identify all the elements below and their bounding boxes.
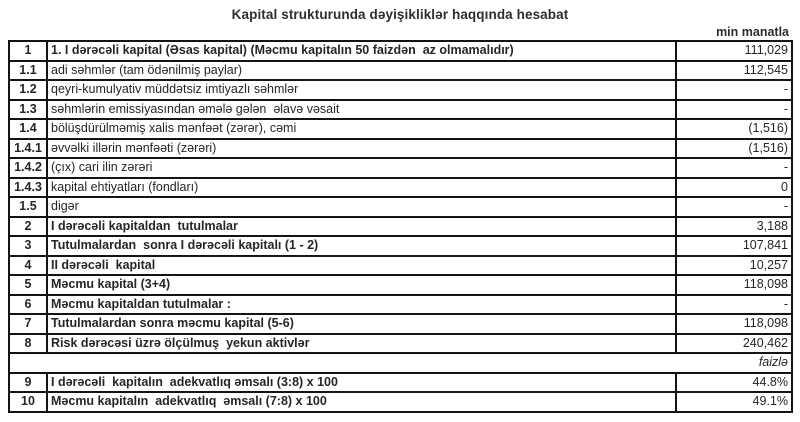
- row-description: Tutulmalardan sonra məcmu kapital (5-6): [47, 314, 676, 334]
- row-description: Məcmu kapitalın adekvatlıq əmsalı (7:8) x 100: [47, 392, 676, 412]
- row-value: 107,841: [676, 236, 792, 256]
- table-row: [9, 256, 792, 276]
- row-value: -: [676, 197, 792, 217]
- row-number: 9: [9, 373, 47, 393]
- row-number: 3: [9, 236, 47, 256]
- row-value: -: [676, 158, 792, 178]
- table-row: [9, 197, 792, 217]
- table-row: [9, 139, 792, 159]
- report-title: Kapital strukturunda dəyişikliklər haqqında hesabat: [231, 7, 569, 22]
- row-value: 10,257: [676, 256, 792, 276]
- row-number: 1.4: [9, 119, 47, 139]
- row-description: qeyri-kumulyativ müddətsiz imtiyazlı səhmlər: [47, 80, 676, 100]
- table-row: [9, 80, 792, 100]
- row-value: 118,098: [676, 314, 792, 334]
- row-description: II dərəcəli kapital: [47, 256, 676, 276]
- row-description: adi səhmlər (tam ödənilmiş paylar): [47, 61, 676, 81]
- row-description: 1. I dərəcəli kapital (Əsas kapital) (Məcmu kapitalın 50 faizdən az olmamalıdır): [47, 41, 676, 61]
- table-row: [9, 178, 792, 198]
- row-number: 1.2: [9, 80, 47, 100]
- row-number: 1.5: [9, 197, 47, 217]
- table-row: [9, 100, 792, 120]
- row-number: 1.4.2: [9, 158, 47, 178]
- unit-label: min manatla: [716, 25, 789, 39]
- capital-structure-table: [8, 40, 793, 413]
- row-number: 1: [9, 41, 47, 61]
- row-number: 10: [9, 392, 47, 412]
- row-number: 1.3: [9, 100, 47, 120]
- row-value: 112,545: [676, 61, 792, 81]
- row-description: I dərəcəli kapitalın adekvatlıq əmsalı (3:8) x 100: [47, 373, 676, 393]
- table-row: [9, 61, 792, 81]
- row-description: Tutulmalardan sonra I dərəcəli kapitalı (1 - 2): [47, 236, 676, 256]
- row-value: 0: [676, 178, 792, 198]
- table-row: [9, 295, 792, 315]
- row-description: kapital ehtiyatları (fondları): [47, 178, 676, 198]
- table-row: [9, 119, 792, 139]
- row-number: 4: [9, 256, 47, 276]
- row-value: -: [676, 80, 792, 100]
- row-description: Məcmu kapital (3+4): [47, 275, 676, 295]
- row-number: 6: [9, 295, 47, 315]
- percent-unit-label: faizlə: [9, 353, 792, 373]
- table-row: [9, 275, 792, 295]
- row-value: 3,188: [676, 217, 792, 237]
- row-description: I dərəcəli kapitaldan tutulmalar: [47, 217, 676, 237]
- row-description: digər: [47, 197, 676, 217]
- row-value: 49.1%: [676, 392, 792, 412]
- row-number: 1.4.3: [9, 178, 47, 198]
- row-description: (çıx) cari ilin zərəri: [47, 158, 676, 178]
- row-description: əvvəlki illərin mənfəəti (zərəri): [47, 139, 676, 159]
- row-number: 1.1: [9, 61, 47, 81]
- row-number: 2: [9, 217, 47, 237]
- row-number: 1.4.1: [9, 139, 47, 159]
- row-value: 118,098: [676, 275, 792, 295]
- table-row: [9, 158, 792, 178]
- row-value: -: [676, 100, 792, 120]
- table-row: [9, 353, 792, 373]
- row-value: -: [676, 295, 792, 315]
- row-value: 240,462: [676, 334, 792, 354]
- row-description: bölüşdürülməmiş xalis mənfəət (zərər), cəmi: [47, 119, 676, 139]
- table-row: [9, 217, 792, 237]
- table-row: [9, 334, 792, 354]
- table-row: [9, 392, 792, 412]
- table-row: [9, 236, 792, 256]
- table-row: [9, 314, 792, 334]
- row-description: Risk dərəcəsi üzrə ölçülmuş yekun aktivlər: [47, 334, 676, 354]
- row-value: (1,516): [676, 139, 792, 159]
- row-number: 8: [9, 334, 47, 354]
- row-number: 5: [9, 275, 47, 295]
- table-body: [9, 41, 792, 412]
- row-description: Məcmu kapitaldan tutulmalar :: [47, 295, 676, 315]
- table-row: [9, 41, 792, 61]
- row-number: 7: [9, 314, 47, 334]
- row-value: 111,029: [676, 41, 792, 61]
- row-value: (1,516): [676, 119, 792, 139]
- table-row: [9, 373, 792, 393]
- row-value: 44.8%: [676, 373, 792, 393]
- row-description: səhmlərin emissiyasından əmələ gələn əlavə vəsait: [47, 100, 676, 120]
